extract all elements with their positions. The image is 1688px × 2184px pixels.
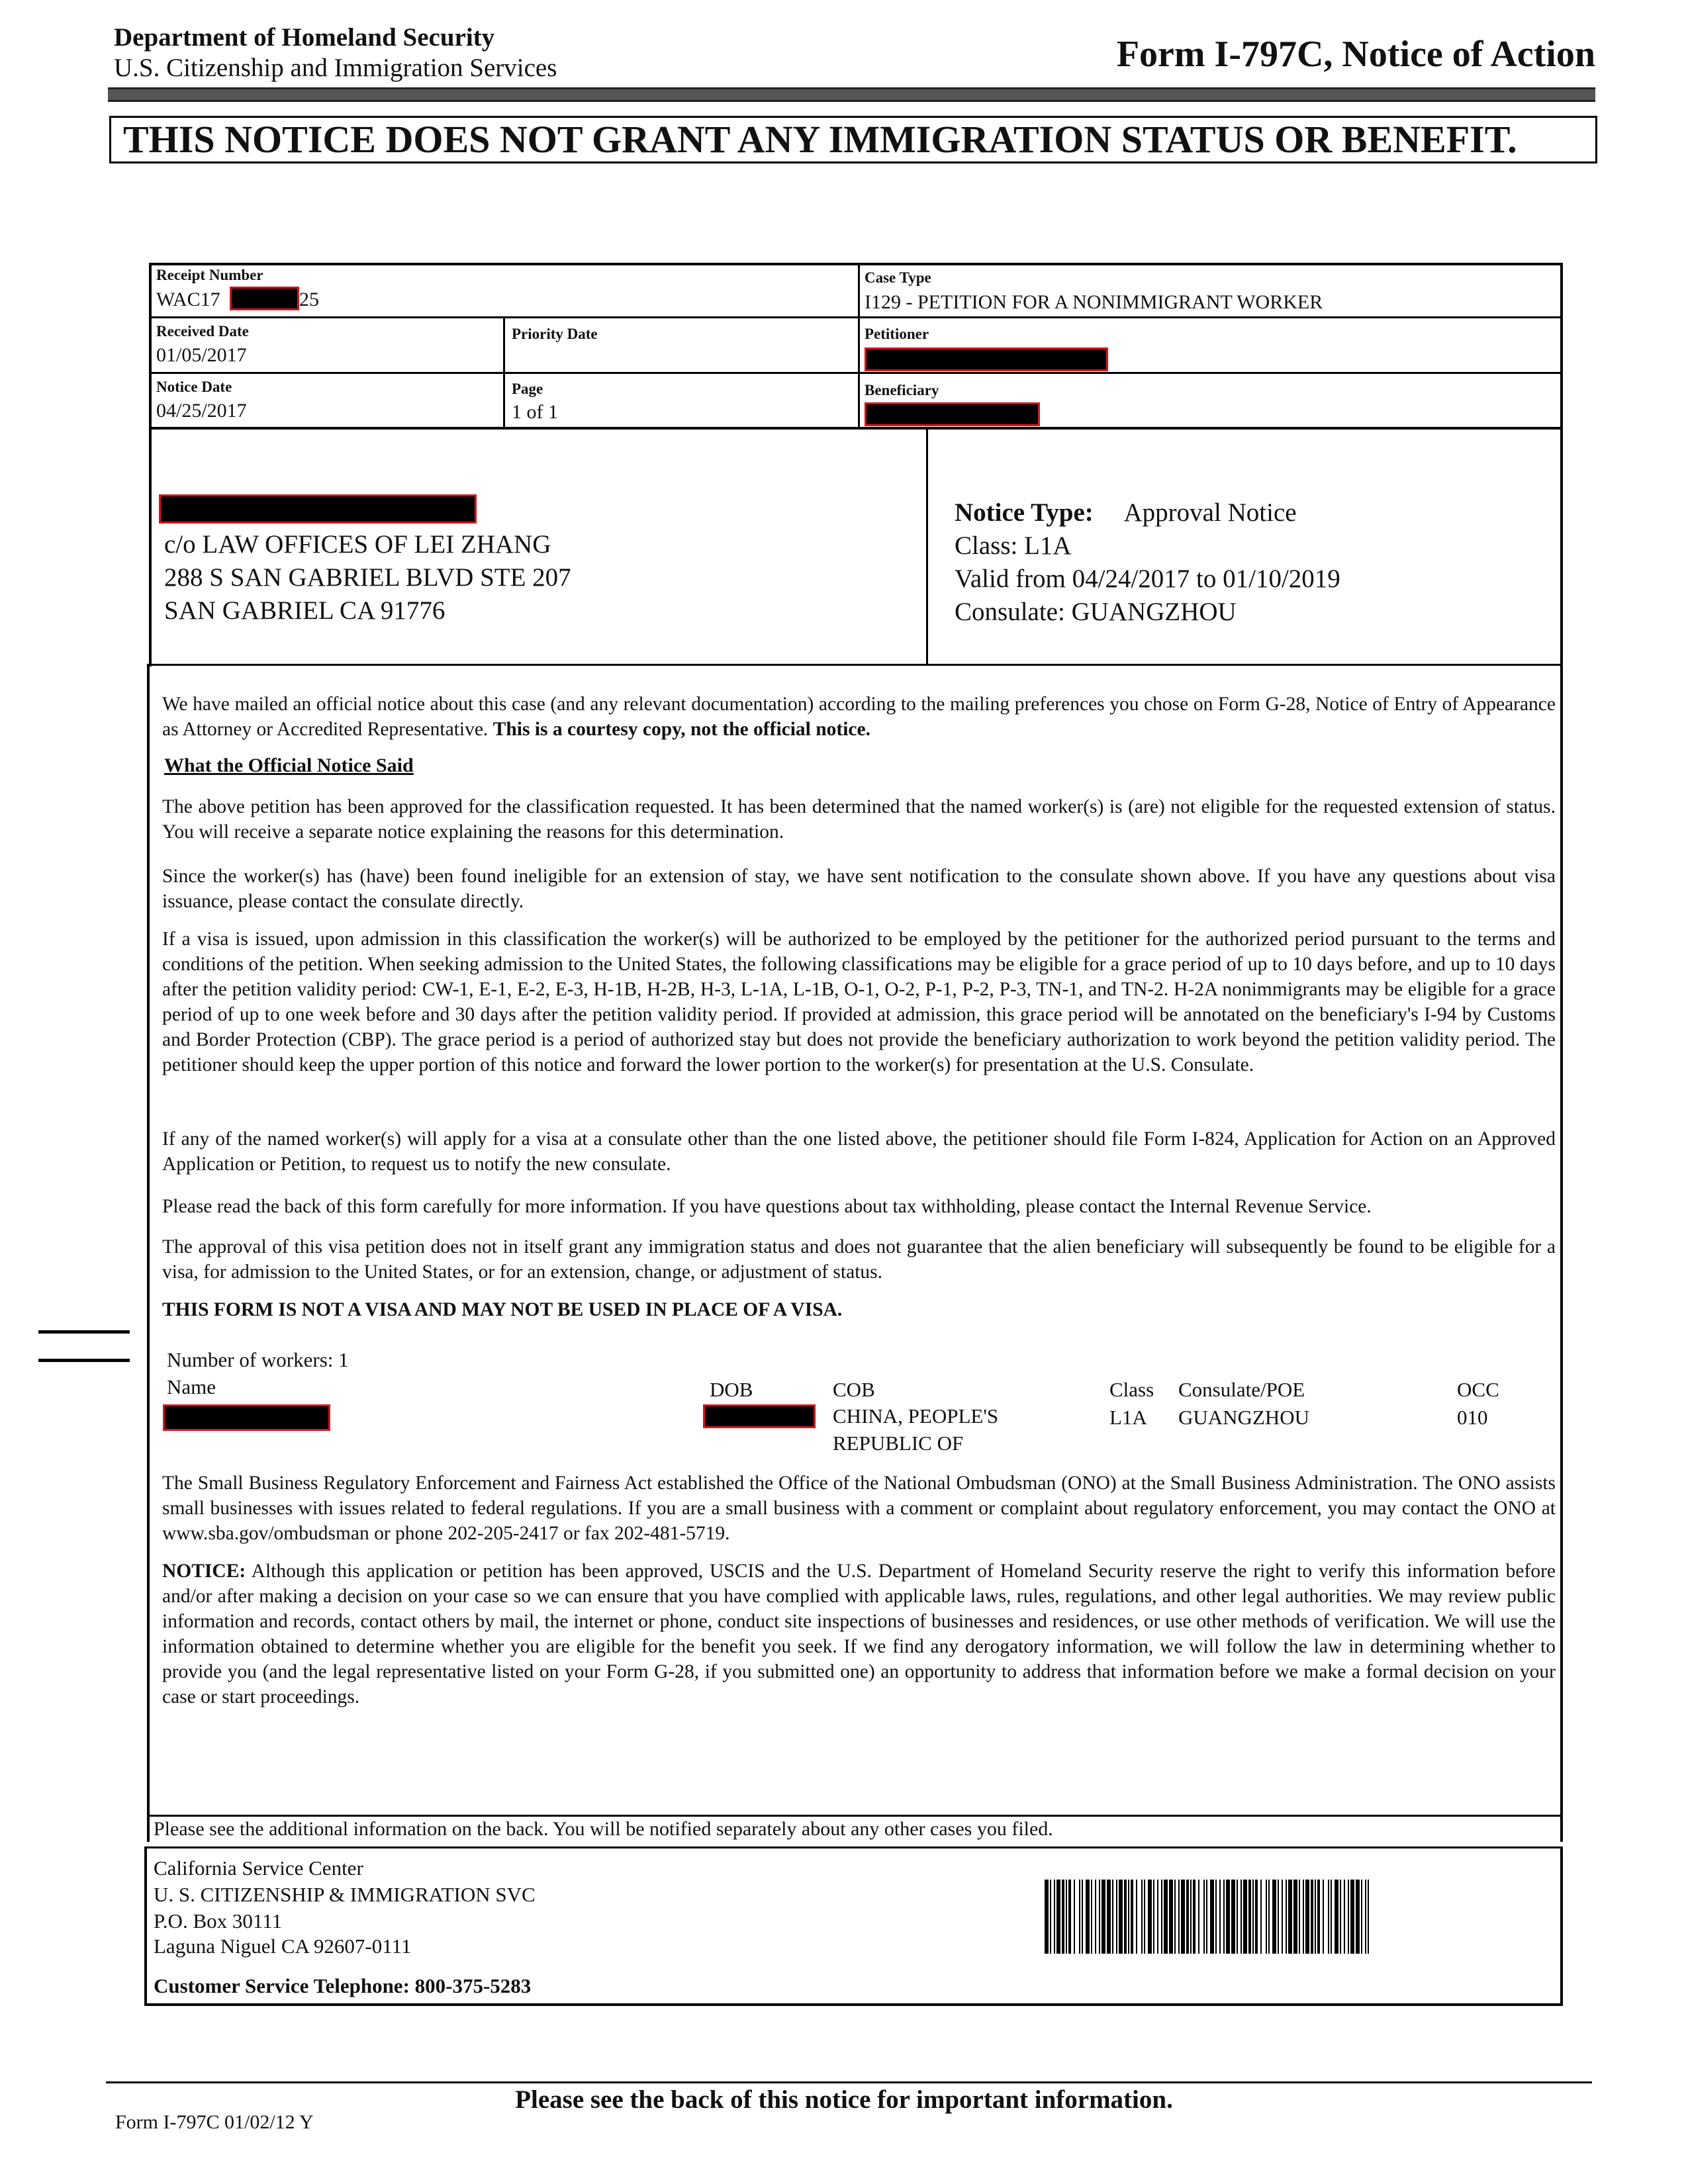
validity-period: Valid from 04/24/2017 to 01/10/2019 xyxy=(955,565,1340,593)
notice-date-value: 04/25/2017 xyxy=(156,400,247,422)
worker-cob-line-2: REPUBLIC OF xyxy=(833,1432,964,1455)
redacted-worker-dob xyxy=(703,1404,816,1428)
section-heading: What the Official Notice Said xyxy=(164,754,414,776)
footer-border-bottom xyxy=(144,2003,1563,2006)
case-type-label: Case Type xyxy=(865,269,931,286)
occ-header: OCC xyxy=(1457,1378,1499,1401)
worker-consulate: GUANGZHOU xyxy=(1178,1406,1310,1429)
receipt-number-label: Receipt Number xyxy=(156,267,263,283)
visa-class: Class: L1A xyxy=(955,531,1072,560)
address-line-1: c/o LAW OFFICES OF LEI ZHANG xyxy=(164,530,551,559)
redacted-worker-name xyxy=(163,1404,330,1431)
body-divider xyxy=(147,1846,1563,1848)
notice-type-value: Approval Notice xyxy=(1123,498,1297,527)
workers-count: Number of workers: 1 xyxy=(167,1348,349,1371)
case-type-value: I129 - PETITION FOR A NONIMMIGRANT WORKER xyxy=(865,291,1323,313)
agency-name: U.S. Citizenship and Immigration Services xyxy=(114,54,557,82)
box-divider xyxy=(858,263,860,430)
redacted-petitioner xyxy=(865,347,1108,371)
box-divider xyxy=(503,316,505,429)
body-divider xyxy=(147,1815,1563,1817)
receipt-number-prefix: WAC17 xyxy=(156,289,220,310)
sba-paragraph: The Small Business Regulatory Enforcement and Fairness Act established the Office of the National Ombudsman (ONO) at the Small Business Administration. The ONO assists small businesses with issues related to federal regulations. If you are a small business with a comment or complaint about regulatory enforcement, you may contact the ONO at www.sba.gov/ombudsman or phone 202-205-2417 or fax 202-481-5719. xyxy=(162,1473,1556,1544)
service-center-line-4: Laguna Niguel CA 92607-0111 xyxy=(154,1934,412,1958)
service-center-line-1: California Service Center xyxy=(154,1856,363,1880)
intro-paragraph xyxy=(162,692,1556,742)
not-a-visa-warning: THIS FORM IS NOT A VISA AND MAY NOT BE USED IN PLACE OF A VISA. xyxy=(162,1299,843,1320)
worker-cob-line-1: CHINA, PEOPLE'S xyxy=(833,1404,999,1428)
petitioner-label: Petitioner xyxy=(865,326,929,342)
body-border-right xyxy=(1560,664,1563,1842)
page-label: Page xyxy=(512,381,543,397)
dob-header: DOB xyxy=(710,1378,753,1401)
notice-type-label: Notice Type: xyxy=(955,498,1094,527)
barcode xyxy=(1045,1880,1369,1954)
address-line-3: SAN GABRIEL CA 91776 xyxy=(164,596,445,625)
receipt-number-suffix: 25 xyxy=(299,289,319,310)
form-title: Form I-797C, Notice of Action xyxy=(1116,34,1595,75)
box-divider xyxy=(149,664,1562,666)
header-rule xyxy=(108,87,1595,102)
service-center-line-3: P.O. Box 30111 xyxy=(154,1909,283,1933)
status-banner: THIS NOTICE DOES NOT GRANT ANY IMMIGRATION STATUS OR BENEFIT. xyxy=(109,116,1597,163)
paragraph-consulate: Since the worker(s) has (have) been found ineligible for an extension of stay, we have sent notification to the consulate shown above. If you have any questions about visa issuance, please contact the consulate directly. xyxy=(162,866,1556,912)
cob-header: COB xyxy=(833,1378,875,1401)
notice-label: NOTICE: xyxy=(162,1561,246,1582)
box-border-right xyxy=(1560,263,1563,666)
box-border-top xyxy=(149,263,1562,265)
box-divider xyxy=(926,427,928,665)
paragraph-grace-period: If a visa is issued, upon admission in this classification the worker(s) will be authorized to be employed by the petitioner for the authorized period pursuant to the terms and conditions of the petition. When seeking admission to the United States, the following classifications may be eligible for a grace period of up to 10 days before, and up to 10 days after the petition validity period: CW-1, E-1, E-2, E-3, H-1B, H-2B, H-3, L-1A, L-1B, O-1, O-2, P-1, P-2, P-3, TN-1, and TN-2. H-2A nonimmigrants may be eligible for a grace period of up to one week before and 30 days after the petition validity period. If provided at admission, this grace period will be annotated on the beneficiary's I-94 by Customs and Border Protection (CBP). The grace period is a period of authorized stay but does not provide the beneficiary authorization to work beyond the petition validity period. The petitioner should keep the upper portion of this notice and forward the lower portion to the worker(s) for presentation at the U.S. Consulate. xyxy=(162,929,1556,1075)
customer-service-phone: Customer Service Telephone: 800-375-5283 xyxy=(154,1974,532,1997)
beneficiary-label: Beneficiary xyxy=(865,382,939,398)
paragraph-i824: If any of the named worker(s) will apply for a visa at a consulate other than the one listed above, the petitioner should file Form I-824, Application for Action on an Approved Application or Petition, to request us to notify the new consulate. xyxy=(162,1128,1556,1175)
redacted-receipt-digits xyxy=(230,287,299,310)
consulate-header: Consulate/POE xyxy=(1178,1378,1305,1401)
received-date-label: Received Date xyxy=(156,323,249,340)
paragraph-tax: Please read the back of this form carefully for more information. If you have questions about tax withholding, please contact the Internal Revenue Service. xyxy=(162,1196,1372,1217)
box-divider xyxy=(149,316,1562,318)
margin-mark xyxy=(38,1359,130,1362)
consulate: Consulate: GUANGZHOU xyxy=(955,598,1237,626)
paragraph-approval: The above petition has been approved for the classification requested. It has been determined that the named worker(s) is (are) not eligible for the requested extension of status. You will receive a separate notice explaining the reasons for this determination. xyxy=(162,796,1556,842)
redacted-recipient-name xyxy=(159,494,477,523)
footer-border-left xyxy=(144,1846,147,2005)
paragraph-no-status: The approval of this visa petition does not in itself grant any immigration status and does not guarantee that the alien beneficiary will subsequently be found to be eligible for a visa, for admission to the United States, or for an extension, change, or adjustment of status. xyxy=(162,1236,1556,1283)
service-center-line-2: U. S. CITIZENSHIP & IMMIGRATION SVC xyxy=(154,1883,536,1906)
notice-type-row xyxy=(955,498,1297,527)
intro-text: We have mailed an official notice about this case (and any relevant documentation) according to the mailing preferences you chose on Form G-28, Notice of Entry of Appearance as Attorney or Accredited Representative. xyxy=(162,694,1556,740)
address-line-2: 288 S SAN GABRIEL BLVD STE 207 xyxy=(164,563,571,592)
box-divider xyxy=(149,372,1562,374)
bottom-rule xyxy=(106,2081,1592,2083)
page-value: 1 of 1 xyxy=(512,401,558,423)
courtesy-copy-note: This is a courtesy copy, not the official notice. xyxy=(492,719,870,740)
body-border-left xyxy=(147,664,150,1842)
margin-mark xyxy=(38,1330,130,1334)
additional-info-note: Please see the additional information on the back. You will be notified separately about any other cases you filed. xyxy=(154,1818,1053,1840)
notice-date-label: Notice Date xyxy=(156,379,232,395)
redacted-beneficiary xyxy=(865,402,1040,426)
notice-text: Although this application or petition has been approved, USCIS and the U.S. Department of Homeland Security reserve the right to verify this information before and/or after making a decision on your case so we can ensure that you have complied with applicable laws, rules, regulations, and other legal authorities. We may review public information and records, contact others by mail, the internet or phone, conduct site inspections of businesses and residences, or use other methods of verification. We will use the information obtained to determine whether you are eligible for the benefit you seek. If we find any derogatory information, we will follow the law in determining whether to provide you (and the legal representative listed on your Form G-28, if you submitted one) an opportunity to address that information before we make a formal decision on your case or start proceedings. xyxy=(162,1561,1556,1707)
class-header: Class xyxy=(1109,1378,1154,1401)
footer-border-right xyxy=(1560,1846,1563,2005)
received-date-value: 01/05/2017 xyxy=(156,344,247,366)
priority-date-label: Priority Date xyxy=(512,326,598,342)
name-header: Name xyxy=(167,1375,216,1398)
worker-class: L1A xyxy=(1109,1406,1147,1429)
verification-notice xyxy=(162,1559,1556,1709)
back-of-notice-note: Please see the back of this notice for important information. xyxy=(515,2085,1173,2114)
box-divider xyxy=(149,427,1562,430)
worker-occ: 010 xyxy=(1457,1406,1488,1429)
form-edition-id: Form I-797C 01/02/12 Y xyxy=(115,2111,314,2133)
box-border-left xyxy=(149,263,152,666)
department-name: Department of Homeland Security xyxy=(114,23,495,52)
